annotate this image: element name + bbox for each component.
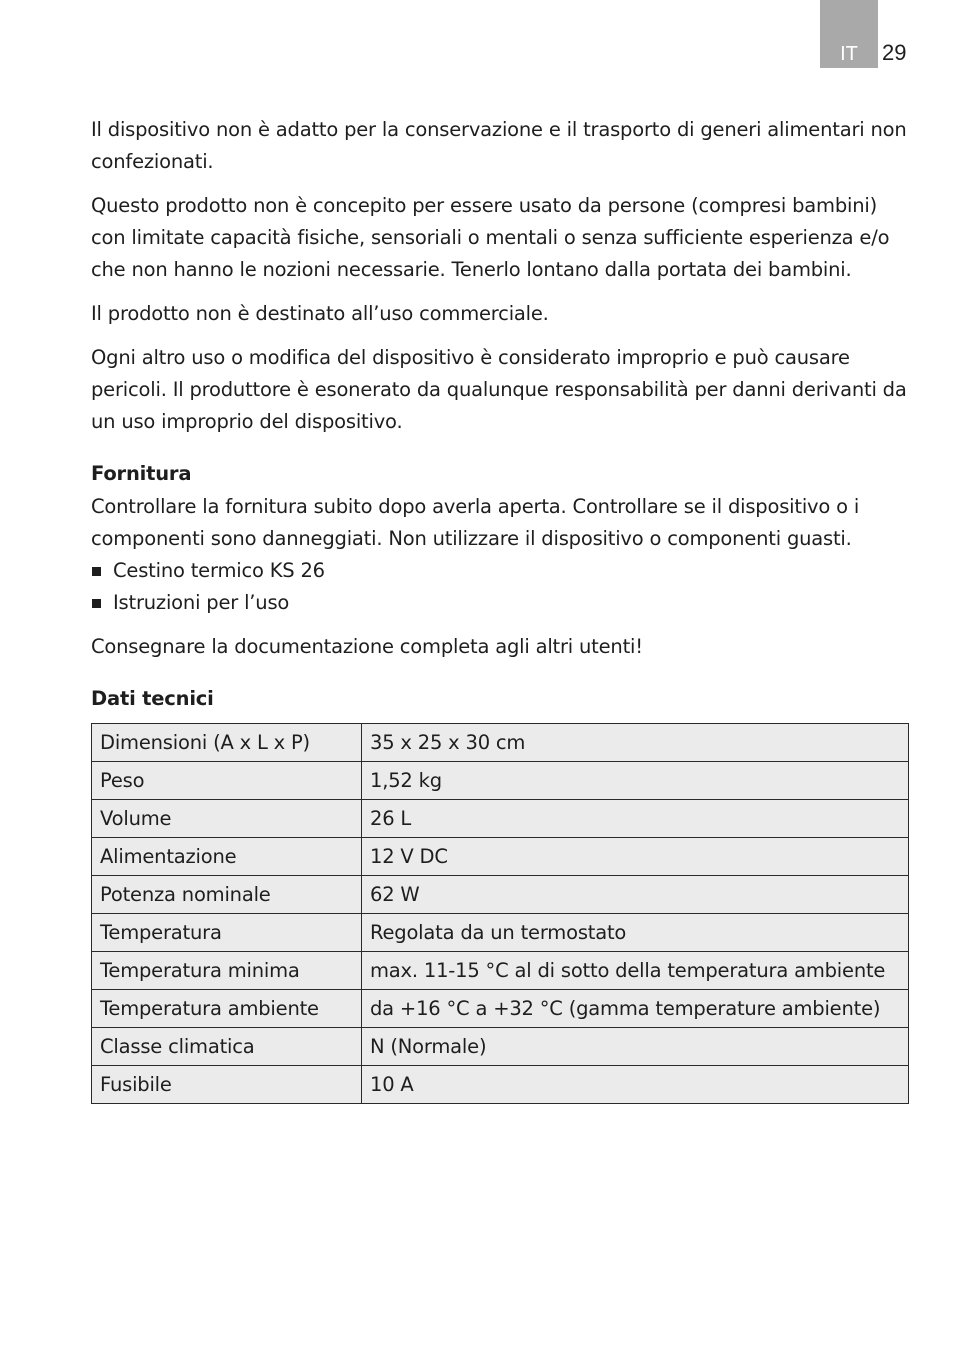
intro-paragraph: Il prodotto non è destinato all’uso commerciale. (91, 302, 549, 325)
table-row (92, 1028, 909, 1066)
table-row (92, 762, 909, 800)
spec-value: 26 L (362, 800, 909, 838)
spec-value: 10 A (362, 1066, 909, 1104)
list-item (91, 555, 909, 587)
table-row (92, 990, 909, 1028)
spec-value: Regolata da un termostato (362, 914, 909, 952)
table-row (92, 914, 909, 952)
table-row (92, 952, 909, 990)
list-item-text: Cestino termico KS 26 (113, 559, 325, 582)
spec-value: 12 V DC (362, 838, 909, 876)
table-row (92, 800, 909, 838)
specs-table (91, 723, 909, 1104)
intro-paragraph: Il dispositivo non è adatto per la conservazione e il trasporto di generi alimentari non confezionati. (91, 118, 907, 173)
language-label: IT (840, 43, 858, 65)
table-row (92, 724, 909, 762)
spec-value: 35 x 25 x 30 cm (362, 724, 909, 762)
spec-value: 62 W (362, 876, 909, 914)
intro-paragraph: Questo prodotto non è concepito per essere usato da persone (compresi bambini) con limitate capacità fisiche, sensoriali o mentali o senza sufficiente esperienza e/o che non hanno le nozioni necessarie. Tenerlo lontano dalla portata dei bambini. (91, 194, 890, 281)
square-bullet-icon (92, 567, 101, 576)
square-bullet-icon (92, 599, 101, 608)
intro-paragraph: Ogni altro uso o modifica del dispositivo è considerato improprio e può causare pericoli. Il produttore è esonerato da qualunque responsabilità per danni derivanti da un uso improprio del dispositivo. (91, 346, 907, 433)
spec-value: max. 11-15 °C al di sotto della temperatura ambiente (362, 952, 909, 990)
spec-value: N (Normale) (362, 1028, 909, 1066)
dati-tecnici-heading: Dati tecnici (91, 687, 214, 710)
spec-label: Volume (92, 800, 362, 838)
spec-label: Alimentazione (92, 838, 362, 876)
spec-value: da +16 °C a +32 °C (gamma temperature ambiente) (362, 990, 909, 1028)
table-row (92, 1066, 909, 1104)
table-row (92, 838, 909, 876)
spec-label: Fusibile (92, 1066, 362, 1104)
spec-label: Temperatura ambiente (92, 990, 362, 1028)
spec-label: Dimensioni (A x L x P) (92, 724, 362, 762)
fornitura-list (91, 555, 909, 619)
table-row (92, 876, 909, 914)
fornitura-heading: Fornitura (91, 462, 192, 485)
language-tab (820, 0, 878, 68)
page-content (91, 114, 909, 1104)
spec-value: 1,52 kg (362, 762, 909, 800)
fornitura-note: Consegnare la documentazione completa agli altri utenti! (91, 635, 643, 658)
page-number: 29 (882, 40, 907, 65)
spec-label: Potenza nominale (92, 876, 362, 914)
list-item (91, 587, 909, 619)
spec-label: Peso (92, 762, 362, 800)
list-item-text: Istruzioni per l’uso (113, 591, 290, 614)
fornitura-text: Controllare la fornitura subito dopo averla aperta. Controllare se il dispositivo o i componenti sono danneggiati. Non utilizzare il dispositivo o componenti guasti. (91, 495, 860, 550)
spec-label: Temperatura minima (92, 952, 362, 990)
spec-label: Temperatura (92, 914, 362, 952)
spec-label: Classe climatica (92, 1028, 362, 1066)
